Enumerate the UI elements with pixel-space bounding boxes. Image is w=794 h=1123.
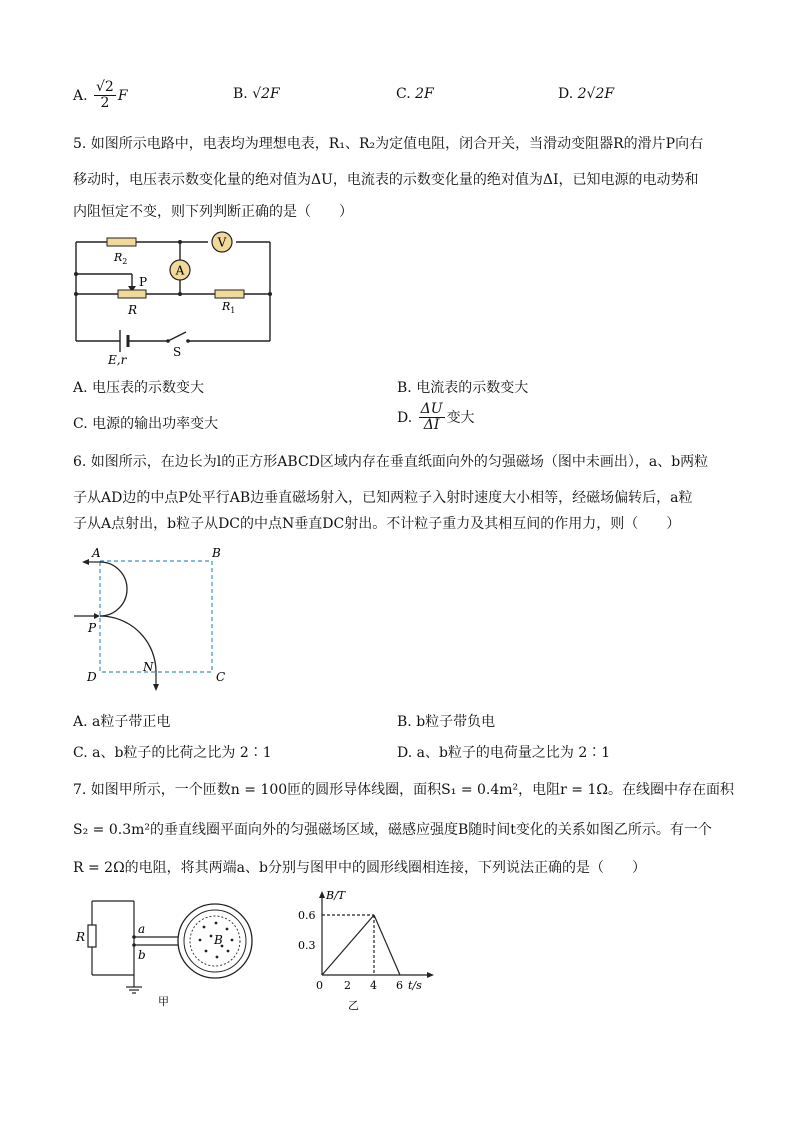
q7-graph-y2: 0.3 <box>298 939 316 952</box>
q6-stem-line2: 子从AD边的中点P处平行AB边垂直磁场射入，已知两粒子入射时速度大小相等，经磁场偏转后，a粒 <box>73 490 693 506</box>
q6-stem-line3: 子从A点射出，b粒子从DC的中点N垂直DC射出。不计粒子重力及其相互间的作用力，则（ ） <box>73 516 681 532</box>
q7-resistor-r <box>88 925 96 947</box>
q6-label-c: C <box>216 670 226 684</box>
q5-label-r: R <box>128 303 138 317</box>
q5-option-d[interactable] <box>397 402 475 434</box>
q7-coil-circuit-diagram <box>70 895 270 1015</box>
q5-label-s: S <box>173 345 182 359</box>
q6-label-n: N <box>143 660 154 674</box>
q7-graph-y1: 0.6 <box>298 909 316 922</box>
q5-resistor-r2 <box>107 238 136 246</box>
q7-stem-line3: R = 2Ω的电阻，将其两端a、b分别与图甲中的圆形线圈相连接，下列说法正确的是（ ） <box>73 860 646 876</box>
q7-stem-line2: S₂ = 0.3m²的垂直线圈平面向外的匀强磁场区域，磁感应强度B随时间t变化的关系如图乙所示。有一个 <box>73 822 712 838</box>
q4-option-c[interactable] <box>396 84 434 104</box>
q4-option-a-unit: F <box>117 87 128 104</box>
q4-option-a-denominator: 2 <box>100 95 110 112</box>
q4-option-d-text: 2√2F <box>577 86 615 102</box>
q5-option-d-numerator: ΔU <box>420 401 443 417</box>
q4-option-c-label: C. <box>396 86 411 102</box>
q5-voltmeter-label: V <box>217 235 227 250</box>
q6-option-b[interactable]: B. b粒子带负电 <box>397 714 496 730</box>
q4-option-a-fraction <box>94 80 116 112</box>
q4-option-d[interactable] <box>558 84 614 104</box>
q5-stem-line1: 5. 如图所示电路中，电表均为理想电表，R₁、R₂为定值电阻，闭合开关，当滑动变阻器R的滑片P向右 <box>73 136 704 152</box>
q5-option-d-fraction <box>419 402 445 434</box>
q6-exit-arrow-a-icon <box>82 559 89 565</box>
q7-label-b: b <box>138 948 146 962</box>
q6-exit-arrow-b-icon <box>153 684 159 691</box>
q7-graph-x2: 2 <box>344 979 351 992</box>
q5-label-r2: $R_2$ <box>114 251 128 266</box>
q7-graph-xlabel: t/s <box>408 979 422 992</box>
q5-option-b[interactable]: B. 电流表的示数变大 <box>397 380 529 396</box>
q7-bt-graph <box>290 885 440 1020</box>
q6-label-p: P <box>88 621 97 635</box>
q4-option-d-label: D. <box>558 86 574 102</box>
q6-option-a[interactable]: A. a粒子带正电 <box>73 714 171 730</box>
q6-option-d[interactable]: D. a、b粒子的电荷量之比为 2∶1 <box>397 745 611 761</box>
q7-graph-x0: 0 <box>316 979 323 992</box>
q5-rheostat-r <box>118 290 146 298</box>
q4-option-b-text: √2F <box>252 86 280 102</box>
q6-label-d: D <box>87 670 97 684</box>
q6-square-region <box>100 561 212 672</box>
q6-magnetic-field-diagram <box>70 540 240 695</box>
q7-graph-fall <box>374 915 400 975</box>
q4-option-a-label: A. <box>73 87 88 104</box>
q6-label-a: A <box>92 546 101 560</box>
q5-ammeter-label: A <box>175 263 185 278</box>
q5-label-p: P <box>139 275 148 289</box>
q5-resistor-r1 <box>215 290 244 298</box>
q6-incident-arrow-icon <box>94 613 100 619</box>
q5-label-er: E,r <box>108 353 127 367</box>
q5-option-d-suffix: 变大 <box>446 409 475 426</box>
q7-graph-ylabel: B/T <box>326 889 346 902</box>
q5-stem-line2: 移动时，电压表示数变化量的绝对值为ΔU，电流表的示数变化量的绝对值为ΔI，已知电源的电动势和 <box>73 172 699 188</box>
q7-x-axis-arrow-icon <box>427 972 434 978</box>
q5-circuit-diagram <box>60 228 290 368</box>
q4-option-a-numerator: √2 <box>96 79 114 95</box>
q7-label-r: R <box>76 930 86 944</box>
q4-option-b-label: B. <box>233 86 248 102</box>
q4-option-a[interactable] <box>73 80 128 112</box>
q7-graph-rise <box>322 915 374 975</box>
q6-option-c[interactable]: C. a、b粒子的比荷之比为 2∶1 <box>73 745 272 761</box>
q5-option-a[interactable]: A. 电压表的示数变大 <box>73 380 205 396</box>
q7-caption-jia: 甲 <box>158 995 169 1008</box>
q5-stem-line3: 内阻恒定不变，则下列判断正确的是（ ） <box>73 204 353 220</box>
q4-option-b[interactable] <box>233 84 280 104</box>
q5-option-d-denominator: ΔI <box>423 417 440 434</box>
q7-label-a: a <box>138 922 146 936</box>
q7-y-axis-arrow-icon <box>319 891 325 898</box>
q7-graph-x4: 4 <box>370 979 377 992</box>
q7-caption-yi: 乙 <box>348 999 359 1012</box>
q5-option-d-label: D. <box>397 409 413 426</box>
q7-stem-line1: 7. 如图甲所示，一个匝数n = 100匝的圆形导体线圈，面积S₁ = 0.4m²，电阻r = 1Ω。在线圈中存在面积 <box>73 782 734 798</box>
q5-label-r1: $R_1$ <box>222 300 236 315</box>
q6-stem-line1: 6. 如图所示，在边长为l的正方形ABCD区域内存在垂直纸面向外的匀强磁场（图中未画出），a、b两粒 <box>73 454 709 470</box>
q6-path-a <box>100 562 127 616</box>
q7-label-bfield: B <box>214 933 223 947</box>
q7-graph-x6: 6 <box>396 979 403 992</box>
q6-label-b: B <box>212 546 221 560</box>
q5-option-c[interactable]: C. 电源的输出功率变大 <box>73 416 219 432</box>
q4-option-c-text: 2F <box>415 86 434 102</box>
